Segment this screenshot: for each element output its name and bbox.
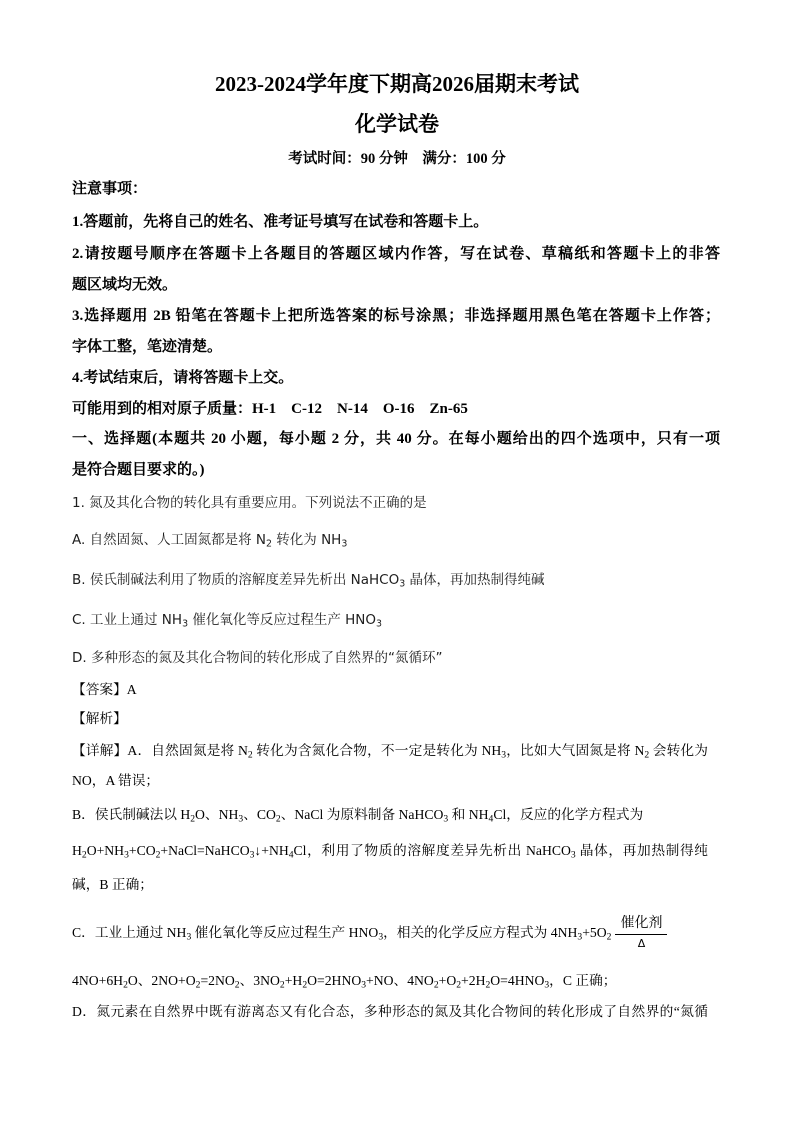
notes-heading: 注意事项： [72, 181, 148, 197]
detail-text: +CO [128, 843, 156, 858]
atomic-masses: 可能用到的相对原子质量：H-1 C-12 N-14 O-16 Zn-65 [72, 401, 468, 417]
subscript: 3 [376, 618, 383, 630]
option-text: C. 工业上通过 NH [72, 612, 183, 628]
detail-text: C．工业上通过 NH [72, 925, 187, 940]
subscript: 3 [341, 538, 348, 550]
detail-text: H [72, 843, 82, 858]
detail-text: 4NO+6H [72, 973, 124, 988]
note-line: 2.请按题号顺序在答题卡上各题目的答题区域内作答，写在试卷、草稿纸和答题卡上的非答 [72, 246, 720, 262]
detail-line [72, 740, 708, 762]
subscript: 2 [279, 979, 285, 991]
subscript: 3 [124, 849, 129, 861]
detail-text: NO，A 错误； [72, 773, 160, 788]
detail-text: Cl，反应的化学方程式为 [493, 807, 644, 822]
option-text: 晶体，再加热制得纯碱 [405, 572, 545, 588]
detail-line [72, 914, 667, 950]
subscript: 2 [265, 538, 272, 550]
detail-text: =2NO [200, 973, 235, 988]
option-a [72, 529, 347, 551]
subscript: 3 [186, 931, 192, 943]
exam-title: 2023-2024学年度下期高2026届期末考试 [215, 72, 579, 96]
subscript: 3 [577, 931, 583, 943]
detail-line [72, 770, 159, 792]
subscript: 2 [275, 813, 281, 825]
subscript: 2 [195, 979, 201, 991]
reaction-arrow-line [615, 934, 667, 935]
heat-symbol: Δ [637, 936, 646, 950]
detail-text: +2H [461, 973, 486, 988]
detail-text: 和 NH [448, 807, 489, 822]
subscript: 2 [433, 979, 439, 991]
detail-text: 、CO [243, 807, 276, 822]
subscript: 4 [288, 849, 294, 861]
option-text: B. 侯氏制碱法利用了物质的溶解度差异先析出 NaHCO [72, 572, 400, 588]
subscript: 2 [155, 849, 161, 861]
subscript: 4 [488, 813, 494, 825]
subscript: 2 [247, 749, 253, 761]
detail-text: 晶体，再加热制得纯 [575, 843, 708, 858]
question-stem: 1. 氮及其化合物的转化具有重要应用。下列说法不正确的是 [72, 495, 427, 511]
exam-info: 考试时间：90 分钟 满分：100 分 [288, 151, 506, 167]
analysis-heading: 【解析】 [72, 711, 127, 726]
subscript: 3 [544, 979, 550, 991]
detail-line [72, 840, 708, 862]
section-heading: 一、选择题(本题共 20 小题，每小题 2 分，共 40 分。在每小题给出的四个选项中，只有一项 [72, 431, 720, 447]
detail-text: +NaCl=NaHCO [160, 843, 250, 858]
subscript: 2 [644, 749, 650, 761]
detail-text: +NO、4NO [366, 973, 434, 988]
subscript: 2 [456, 979, 462, 991]
subscript: 3 [501, 749, 507, 761]
detail-text: O、2NO+O [127, 973, 196, 988]
detail-text: ，C 正确； [549, 973, 617, 988]
subscript: 3 [570, 849, 576, 861]
subscript: 2 [123, 979, 128, 991]
subscript: 3 [238, 813, 244, 825]
detail-text: +5O [582, 925, 607, 940]
catalyst-label: 催化剂 [620, 914, 663, 931]
subscript: 2 [302, 979, 308, 991]
detail-text: O=4HNO [490, 973, 545, 988]
subscript: 2 [606, 931, 612, 943]
detail-text: B．侯氏制碱法以 H [72, 807, 191, 822]
detail-line [72, 804, 643, 826]
detail-text: 、3NO [239, 973, 280, 988]
subscript: 2 [234, 979, 240, 991]
detail-text: ，比如大气固氮是将 N [506, 743, 645, 758]
option-text: D. 多种形态的氮及其化合物间的转化形成了自然界的“氮循环” [72, 650, 443, 666]
detail-text: O、NH [195, 807, 239, 822]
subscript: 3 [378, 931, 384, 943]
note-line: 题区域均无效。 [72, 277, 178, 293]
answer-label: 【答案】A [72, 682, 137, 697]
subscript: 3 [443, 813, 449, 825]
detail-text: ↓+NH [254, 843, 289, 858]
detail-text: D．氮元素在自然界中既有游离态又有化合态，多种形态的氮及其化合物间的转化形成了自然界的“氮循 [72, 1004, 708, 1019]
note-line: 3.选择题用 2B 铅笔在答题卡上把所选答案的标号涂黑；非选择题用黑色笔在答题卡上作答； [72, 308, 720, 324]
detail-text: 转化为含氮化合物，不一定是转化为 NH [252, 743, 502, 758]
option-text: A. 自然固氮、人工固氮都是将 N [72, 532, 266, 548]
detail-line [72, 970, 616, 992]
detail-line [72, 1001, 708, 1023]
detail-text: O+NH [86, 843, 125, 858]
detail-text: 碱，B 正确； [72, 877, 153, 892]
detail-text: Cl，利用了物质的溶解度差异先析出 NaHCO [293, 843, 571, 858]
subscript: 3 [399, 578, 406, 590]
note-line: 字体工整，笔迹清楚。 [72, 339, 223, 355]
subscript: 2 [190, 813, 196, 825]
subscript: 3 [182, 618, 189, 630]
subscript: 3 [249, 849, 255, 861]
detail-text: 会转化为 [649, 743, 708, 758]
section-heading-cont: 是符合题目要求的。) [72, 462, 205, 478]
detail-text: 催化氧化等反应过程生产 HNO [191, 925, 379, 940]
subscript: 2 [485, 979, 491, 991]
note-line: 1.答题前，先将自己的姓名、准考证号填写在试卷和答题卡上。 [72, 214, 489, 230]
note-line: 4.考试结束后，请将答题卡上交。 [72, 370, 294, 386]
detail-text: 【详解】A．自然固氮是将 N [72, 743, 248, 758]
detail-text: 、NaCl 为原料制备 NaHCO [280, 807, 444, 822]
subject-title: 化学试卷 [355, 112, 439, 136]
detail-line [72, 874, 153, 896]
option-text: 催化氧化等反应过程生产 HNO [188, 612, 377, 628]
option-text: 转化为 NH [272, 532, 342, 548]
subscript: 2 [81, 849, 87, 861]
option-d [72, 647, 442, 669]
option-c [72, 609, 382, 631]
subscript: 3 [361, 979, 367, 991]
detail-text: ，相关的化学反应方程式为 4NH [383, 925, 578, 940]
detail-text: +O [438, 973, 457, 988]
detail-text: O=2HNO [307, 973, 362, 988]
option-b [72, 569, 545, 591]
detail-text: +H [284, 973, 303, 988]
